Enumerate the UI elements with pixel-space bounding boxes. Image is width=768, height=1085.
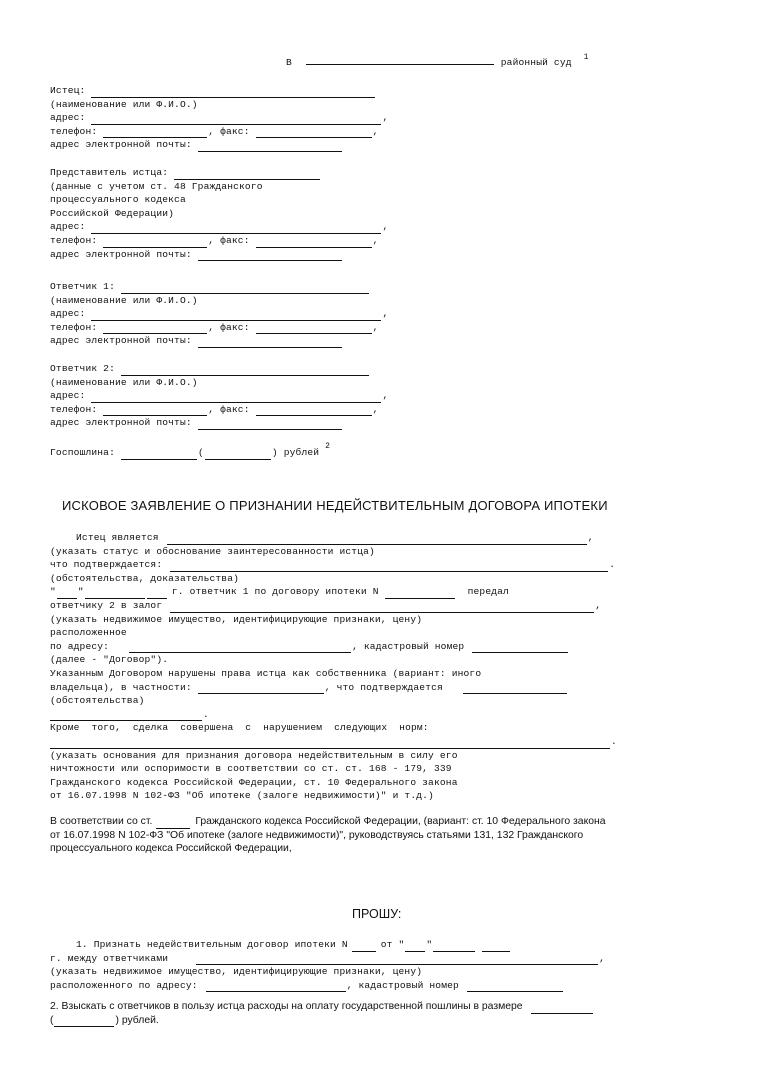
body-line-19: от 16.07.1998 N 102-ФЗ "Об ипотеке (залоге недвижимости)" и т.д.) (50, 790, 434, 802)
request-1-b: от " (380, 939, 405, 950)
request-5-c: ) рублей. (115, 1014, 159, 1026)
body-line-16: (указать основания для признания договора недействительным в силу его (50, 749, 458, 761)
rep-fax-field[interactable] (256, 237, 372, 248)
body-line-5-end: передал (467, 586, 509, 598)
fee-label: Госпошлина: (50, 447, 115, 458)
rep-phone-field[interactable] (103, 237, 207, 248)
defendants-field[interactable] (196, 954, 598, 965)
body-line-10: (далее - "Договор"). (50, 654, 169, 666)
basis-d: процессуального кодекса Российской Федерации, (50, 843, 292, 855)
quote-open: " (50, 586, 56, 598)
defendant2-fax-label: , факс: (208, 403, 250, 415)
basis-a: В соответствии со ст. (50, 816, 153, 827)
plaintiff-email-field[interactable] (198, 141, 342, 152)
body-line-15: Кроме того, сделка совершена с нарушением следующих норм: (50, 722, 429, 734)
plaintiff-email-label: адрес электронной почты: (50, 139, 192, 151)
violation-evidence-field[interactable] (463, 683, 567, 694)
plaintiff-status-field[interactable] (167, 534, 587, 545)
defendant2-label: Ответчик 2: (50, 363, 115, 374)
plaintiff-address-field[interactable] (91, 114, 381, 125)
body-line-13: (обстоятельства) (50, 695, 145, 707)
body-line-9: по адресу: (50, 640, 110, 652)
defendant1-name-field[interactable] (121, 283, 369, 294)
request-item-2 (50, 1000, 722, 1027)
evidence-field[interactable] (170, 561, 608, 572)
norms-field[interactable] (50, 738, 610, 749)
footnote-2: 2 (325, 442, 331, 451)
plaintiff-name-field[interactable] (91, 87, 375, 98)
body-line-6: ответчику 2 в залог (50, 599, 163, 611)
plaintiff-fax-label: , факс: (208, 125, 250, 137)
invalid-contract-number-field[interactable] (352, 941, 376, 952)
defendant1-email-label: адрес электронной почты: (50, 335, 192, 347)
fee-amount-field[interactable] (121, 449, 197, 460)
rep-hint-3: Российской Федерации) (50, 207, 175, 219)
basis-c: от 16.07.1998 N 102-ФЗ "Об ипотеке (залоге недвижимости)", руководствуясь статьями 131, 132 Гражданского (50, 829, 584, 841)
contract-number-field[interactable] (385, 588, 455, 599)
contract-year-field[interactable] (147, 588, 167, 599)
defendant1-block: Ответчик 1: (наименование или Ф.И.О.) адрес: , телефон: , факс: , адрес электронной почты: (50, 281, 389, 347)
invalid-contract-month-field[interactable] (433, 941, 475, 952)
body-line-8: расположенное (50, 627, 127, 639)
rep-hint-1: (данные с учетом ст. 48 Гражданского (50, 180, 263, 192)
request-4-b: , кадастровый номер (346, 979, 459, 991)
request-5: 2. Взыскать с ответчиков в пользу истца расходы на оплату государственной пошлины в размере (50, 1001, 523, 1012)
duty-words-field[interactable] (54, 1016, 114, 1027)
defendant1-fax-field[interactable] (256, 323, 372, 334)
body-line-11: Указанным Договором нарушены права истца как собственника (вариант: иного (50, 667, 482, 679)
rep-fax-label: , факс: (208, 234, 250, 246)
defendant2-name-field[interactable] (121, 365, 369, 376)
body-line-17: ничтожности или оспоримости в соответствии со ст. ст. 168 - 179, 339 (50, 763, 452, 775)
rep-label: Представитель истца: (50, 167, 169, 178)
defendant2-email-label: адрес электронной почты: (50, 417, 192, 429)
rep-phone-label: телефон: (50, 234, 98, 246)
fee-line (50, 442, 331, 460)
defendant1-address-field[interactable] (91, 310, 381, 321)
request-5-b: ( (50, 1014, 54, 1026)
contract-day-field[interactable] (57, 588, 77, 599)
body-line-12-b: , что подтверждается (324, 681, 443, 693)
plaintiff-phone-field[interactable] (103, 127, 207, 138)
cadastral-number-field[interactable] (472, 642, 568, 653)
court-label: районный суд (500, 57, 572, 68)
defendant2-phone-label: телефон: (50, 403, 98, 415)
circumstances-field[interactable] (50, 710, 202, 721)
fee-close: ) рублей (271, 447, 320, 458)
body-line-12: владельца), в частности: (50, 681, 192, 693)
plaintiff-phone-label: телефон: (50, 125, 98, 137)
defendant2-fax-field[interactable] (256, 405, 372, 416)
basis-b: Гражданского кодекса Российской Федерации, (вариант: ст. 10 Федерального закона (195, 816, 606, 827)
defendant1-phone-label: телефон: (50, 321, 98, 333)
legal-basis (50, 815, 722, 856)
claim-body: Истец является , (указать статус и обоснование заинтересованности истца) что подтверждается: . (обстоятельства, доказательства) " " г. ответчик 1 по договору ипотеки N передал ответчику 2 в залог , (указать недвижимое имущество, идентифицирующие признаки, цену) расположенное по адресу: , кадастровый номер (далее - "Договор"). Указанным Договором нарушены права истца как собственника (вариант: иного владельца), в частности: , что подтверждается (обстоятельства) . Кроме того, сделка совершена с нарушением следующих норм: . (указать основания для признания договора недействительным в силу его ничтожности или оспоримости в соответствии со ст. ст. 168 - 179, 339 Гражданского кодекса Российской Федерации, ст. 10 Федерального закона от 16.07.1998 N 102-ФЗ "Об ипотеке (залоге недвижимости)" и т.д.) (50, 532, 617, 802)
defendant2-address-field[interactable] (91, 392, 381, 403)
defendant1-address-label: адрес: (50, 308, 86, 320)
plaintiff-fax-field[interactable] (256, 127, 372, 138)
invalid-contract-year-field[interactable] (482, 941, 510, 952)
defendant1-name-hint: (наименование или Ф.И.О.) (50, 294, 198, 306)
footnote-1: 1 (583, 53, 589, 62)
rep-name-field[interactable] (174, 169, 320, 180)
request-heading: ПРОШУ: (352, 907, 402, 921)
defendant2-phone-field[interactable] (103, 405, 207, 416)
contract-month-field[interactable] (85, 588, 145, 599)
defendant1-label: Ответчик 1: (50, 281, 115, 292)
fee-open: ( (197, 447, 204, 458)
court-line (286, 54, 589, 71)
rep-hint-2: процессуального кодекса (50, 194, 186, 206)
property-address-field[interactable] (129, 642, 351, 653)
defendant2-email-field[interactable] (198, 419, 342, 430)
representative-block: Представитель истца: (данные с учетом ст. 48 Гражданского процессуального кодекса Российской Федерации) адрес: , телефон: , факс: , адрес электронной почты: (50, 167, 389, 260)
invalid-contract-day-field[interactable] (405, 941, 425, 952)
document-title: ИСКОВОЕ ЗАЯВЛЕНИЕ О ПРИЗНАНИИ НЕДЕЙСТВИТЕЛЬНЫМ ДОГОВОРА ИПОТЕКИ (62, 498, 608, 513)
defendant1-fax-label: , факс: (208, 321, 250, 333)
body-line-1: Истец является (76, 532, 159, 543)
defendant1-phone-field[interactable] (103, 323, 207, 334)
request-cadastral-field[interactable] (467, 981, 563, 992)
body-line-4: (обстоятельства, доказательства) (50, 572, 240, 584)
plaintiff-label: Истец: (50, 85, 86, 96)
request-items: 1. Признать недействительным договор ипотеки N от " " г. между ответчиками , (указать недвижимое имущество, идентифицирующие признаки, цену) расположенного по адресу: , кадастровый номер (50, 939, 606, 991)
rep-email-label: адрес электронной почты: (50, 248, 192, 260)
defendant2-address-label: адрес: (50, 390, 86, 402)
body-line-3: что подтверждается: (50, 559, 163, 571)
plaintiff-block: Истец: (наименование или Ф.И.О.) адрес: , телефон: , факс: , адрес электронной почты: (50, 85, 389, 151)
body-line-2: (указать статус и обоснование заинтересованности истца) (50, 545, 375, 557)
request-1-c: " (426, 939, 433, 950)
property-field[interactable] (170, 602, 594, 613)
defendant2-name-hint: (наименование или Ф.И.О.) (50, 376, 198, 388)
violation-field[interactable] (198, 683, 324, 694)
quote-close: " (77, 586, 84, 598)
body-line-9-b: , кадастровый номер (352, 640, 465, 652)
fee-words-field[interactable] (205, 449, 271, 460)
defendant1-email-field[interactable] (198, 337, 342, 348)
rep-address-label: адрес: (50, 221, 86, 233)
duty-amount-field[interactable] (531, 1003, 593, 1014)
article-field[interactable] (156, 818, 190, 829)
court-prefix: В (286, 57, 292, 68)
body-line-5: г. ответчик 1 по договору ипотеки N (171, 586, 379, 598)
court-name-field[interactable] (306, 54, 494, 65)
defendant2-block: Ответчик 2: (наименование или Ф.И.О.) адрес: , телефон: , факс: , адрес электронной почты: (50, 363, 389, 429)
request-1: 1. Признать недействительным договор ипотеки N (76, 939, 348, 950)
plaintiff-name-hint: (наименование или Ф.И.О.) (50, 98, 198, 110)
request-address-field[interactable] (206, 981, 346, 992)
request-2: г. между ответчиками (50, 952, 169, 964)
rep-address-field[interactable] (91, 223, 381, 234)
plaintiff-address-label: адрес: (50, 112, 86, 124)
body-line-18: Гражданского кодекса Российской Федерации, ст. 10 Федерального закона (50, 776, 458, 788)
request-4: расположенного по адресу: (50, 979, 198, 991)
body-line-7: (указать недвижимое имущество, идентифицирующие признаки, цену) (50, 613, 423, 625)
request-3: (указать недвижимое имущество, идентифицирующие признаки, цену) (50, 966, 423, 978)
rep-email-field[interactable] (198, 250, 342, 261)
